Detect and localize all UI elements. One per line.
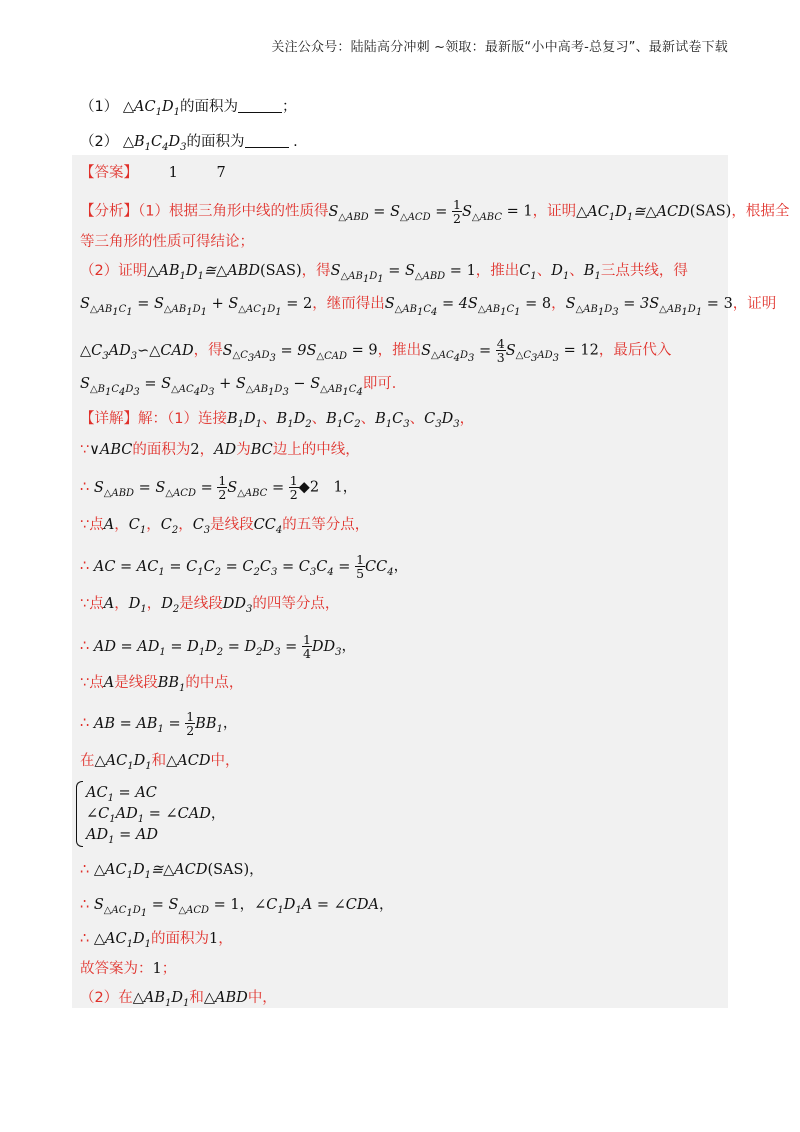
detail-line-7: ∴ AD = $AD_1 = D_1D_2 = D_2D_3$ = $\frac{1}{4}$ $DD_3$， bbox=[80, 632, 357, 661]
detail-text: 为 bbox=[236, 442, 251, 458]
analysis-text: ，推出 bbox=[377, 342, 422, 359]
detail-text: 的面积为 bbox=[150, 931, 209, 947]
detail-text: 是线段 bbox=[210, 517, 254, 533]
page-header: 关注公众号：陆陆高分冲刺 ~领取：最新版“小中高考-总复习”、最新试卷下载 bbox=[271, 40, 728, 55]
analysis-text: ，得 bbox=[193, 342, 223, 359]
system-line-2: $\angle C_1AD_1$ = ∠CAD， bbox=[86, 806, 226, 825]
detail-text: 的中点， bbox=[185, 675, 244, 691]
detail-text: 是线段 bbox=[179, 596, 223, 612]
detail-line-9: ∴ AB = $AB_1$ = $\frac{1}{2}$ $BB_1$， bbox=[80, 709, 238, 738]
answer-blank-1 bbox=[238, 98, 282, 113]
analysis-text: ，根据全 bbox=[731, 203, 790, 220]
detail-text: ∵点 bbox=[80, 675, 104, 691]
detail-line-11: ∴ $\triangle AC_1D_1≅\triangle ACD(SAS)$， bbox=[80, 862, 264, 881]
analysis-line-1: 【分析】（1）根据三角形中线的性质得$S_{\triangle ABD} = S_{\triangle ACD}$ = $\frac{1}{2}$ $S_{\triangle ABC} = 1$，证明$\triangle AC_1D_1≅\triangle ACD(SAS)$，根据全 bbox=[80, 197, 790, 226]
system-line-1: $AC_1$ = AC bbox=[86, 785, 157, 804]
detail-text: 中， bbox=[210, 753, 240, 769]
question-2: （2） $\triangle B_1C_4D_3$的面积为 . bbox=[80, 134, 298, 153]
detail-text: 在 bbox=[80, 753, 95, 769]
analysis-line-3: （2）证明$\triangle AB_1D_1≅\triangle ABD(SAS)$，得$S_{\triangle AB_1D_1} = S_{\triangle ABD} = 1$，推出$C_1$、$D_1$、$B_1$三点共线，得 bbox=[80, 263, 688, 285]
detail-line-14: 故答案为：1； bbox=[80, 961, 177, 977]
analysis-text: （1）根据三角形中线的性质得 bbox=[138, 203, 329, 220]
detail-text: 的四等分点， bbox=[252, 596, 340, 612]
detail-line-5: ∴ AC = $AC_1 = C_1C_2 = C_2C_3 = C_3C_4$ = $\frac{1}{5}$ $CC_4$， bbox=[80, 552, 409, 581]
detail-line-6: ∵点A，$D_1$，$D_2$是线段$DD_3$的四等分点， bbox=[80, 596, 340, 615]
detail-label: 【详解】 bbox=[80, 411, 138, 427]
detail-text: 是线段 bbox=[114, 675, 158, 691]
detail-line-4: ∵点A，$C_1$，$C_2$，$C_3$是线段$CC_4$的五等分点， bbox=[80, 517, 370, 536]
analysis-line-2: 等三角形的性质可得结论； bbox=[80, 234, 254, 250]
detail-line-3: ∴ $S_{\triangle ABD} = S_{\triangle ACD}$ = $\frac{1}{2}$ $S_{\triangle ABC}$ = $\frac{1}{2}$ ◆2 1， bbox=[80, 473, 358, 502]
detail-line-13: ∴ $\triangle AC_1D_1$的面积为1， bbox=[80, 931, 233, 950]
detail-text: 的五等分点， bbox=[282, 517, 370, 533]
detail-text: 和 bbox=[151, 753, 167, 769]
detail-text: 解：（1）连接 bbox=[138, 411, 227, 427]
analysis-text: ，证明 bbox=[532, 203, 577, 220]
analysis-text: （2）证明 bbox=[80, 263, 148, 279]
analysis-line-6: $S_{\triangle B_1C_4D_3} = S_{\triangle AC_4D_3} + S_{\triangle AB_1D_3} - S_{\triangle AB_1C_4}$即可． bbox=[80, 376, 407, 398]
question-1-text: 的面积为 bbox=[179, 99, 238, 115]
detail-line-2: ∵∨ABC的面积为2，AD为BC边上的中线， bbox=[80, 442, 360, 458]
detail-text: 边上的中线， bbox=[272, 442, 360, 458]
detail-text: 的面积为 bbox=[132, 442, 191, 458]
question-1: （1） $\triangle AC_1D_1$的面积为 ； bbox=[80, 99, 297, 118]
question-2-end: . bbox=[293, 134, 298, 150]
detail-text: 中， bbox=[247, 990, 277, 1006]
analysis-line-4: $S_{\triangle AB_1C_1} = S_{\triangle AB_1D_1} + S_{\triangle AC_1D_1} = 2$，继而得出$S_{\triangle AB_1C_4} = 4S_{\triangle AB_1C_1} = 8$，$S_{\triangle AB_1D_3} = 3S_{\triangle AB_1D_1} = 3$，证明 bbox=[80, 296, 777, 318]
detail-text: 故答案为： bbox=[80, 961, 153, 977]
analysis-label: 【分析】 bbox=[80, 203, 138, 220]
question-1-label: （1） bbox=[80, 99, 119, 115]
detail-text: ∵点 bbox=[80, 596, 104, 612]
analysis-text: ，得 bbox=[301, 263, 331, 279]
question-1-end: ； bbox=[281, 99, 297, 115]
analysis-line-5: $\triangle C_3AD_3∽\triangle CAD$，得$S_{\triangle C_3AD_3} = 9S_{\triangle CAD} = 9$，推出$S_{\triangle AC_4D_3}$ = $\frac{4}{3}$ $S_{\triangle C_3AD_3} = 12$，最后代入 bbox=[80, 336, 672, 365]
analysis-text: ，证明 bbox=[732, 296, 777, 312]
system-line-3: $AD_1$ = AD bbox=[86, 827, 158, 846]
detail-text: ∵点 bbox=[80, 517, 104, 533]
detail-text: （2）在 bbox=[80, 990, 133, 1006]
answer-label: 【答案】 bbox=[80, 165, 138, 181]
question-2-text: 的面积为 bbox=[186, 134, 245, 150]
detail-line-8: ∵点A是线段$BB_1$的中点， bbox=[80, 675, 244, 694]
analysis-text: 即可． bbox=[362, 376, 407, 392]
detail-line-15: （2）在$\triangle AB_1D_1$和△ABD中， bbox=[80, 990, 277, 1009]
analysis-text: ，继而得出 bbox=[312, 296, 385, 312]
detail-line-10: 在$\triangle AC_1D_1$和△ACD中， bbox=[80, 753, 240, 772]
detail-text: 和 bbox=[189, 990, 204, 1006]
analysis-text: 三点共线，得 bbox=[600, 263, 688, 279]
detail-line-12: ∴ $S_{\triangle AC_1D_1} = S_{\triangle ACD} = 1$，$\angle C_1D_1A$ = ∠CDA， bbox=[80, 897, 394, 919]
detail-text: ∵ bbox=[80, 442, 90, 458]
answer-value-1: 1 bbox=[168, 165, 178, 181]
answer-blank-2 bbox=[245, 133, 289, 148]
answer-value-2: 7 bbox=[216, 165, 226, 181]
analysis-text: ，最后代入 bbox=[598, 342, 672, 359]
detail-line-1: 【详解】解：（1）连接$B_1D_1$、$B_1D_2$、$B_1C_2$、$B_1C_3$、$C_3D_3$， bbox=[80, 411, 475, 430]
system-brace bbox=[76, 781, 83, 847]
answer-line bbox=[80, 163, 226, 183]
question-2-label: （2） bbox=[80, 134, 119, 150]
analysis-text: ，推出 bbox=[475, 263, 520, 279]
